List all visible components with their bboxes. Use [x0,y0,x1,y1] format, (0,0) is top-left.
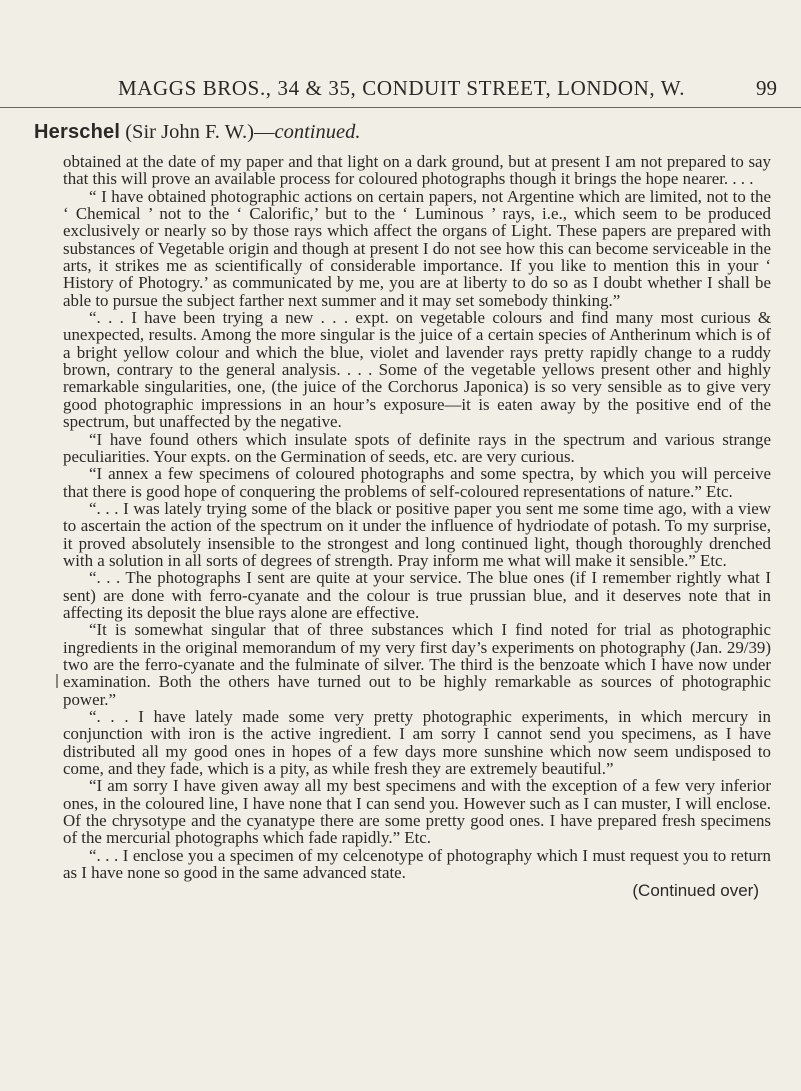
running-header: MAGGS BROS., 34 & 35, CONDUIT STREET, LONDON, W. [118,76,686,100]
paragraph: obtained at the date of my paper and that light on a dark ground, but at present I am not prepared to say that this will prove an available process for coloured photographs though it brings the hope nearer. . . . [63,152,771,189]
paragraph: “. . . I have been trying a new . . . expt. on vegetable colours and find many most curious & unexpected, results. Among the more singular is the juice of a certain species of Antherinum which is of a bright yellow colour and which the blue, violet and lavender rays pretty rapidly change to a ruddy brown, contrary to the general analysis. . . . Some of the vegetable yellows present other and highly remarkable singularities, one, (the juice of the Corchorus Japonica) is so very sensible as to give very good photographic impressions in an hour’s exposure—it is eaten away by the positive end of the spectrum, but unaffected by the negative. [63,308,771,432]
paragraph: “It is somewhat singular that of three substances which I find noted for trial as photographic ingredients in the original memorandum of my very first day’s experiments on photography (Jan. 29/39) two are the ferro-cyanate and the fulminate of silver. The third is the benzoate which I have now under examination. Both the others have turned out to be highly remarkable as sources of photographic power.” [63,620,771,709]
paragraph: “I have found others which insulate spots of definite rays in the spectrum and various strange peculiarities. Your expts. on the Germination of seeds, etc. are very curious. [63,429,771,466]
entry-continued: continued. [274,121,361,143]
paragraph: “. . . I was lately trying some of the black or positive paper you sent me some time ago, with a view to ascertain the action of the spectrum on it under the influence of hydriodate of potash. To my surprise, it proved absolutely insensible to the strongest and long continued light, though thoroughly drenched with a solution in all sorts of degrees of strength. Pray inform me what will make it sensible.” Etc. [63,498,771,570]
entry-subtitle: (Sir John F. W.)— [125,121,275,143]
body-text [63,153,771,900]
paragraph: “. . . The photographs I sent are quite at your service. The blue ones (if I remember rightly what I sent) are done with ferro-cyanate and the colour is true prussian blue, and it deserves note that in affecting its deposit the blue rays alone are effective. [63,568,771,622]
paragraph: “ I have obtained photographic actions on certain papers, not Argentine which are limited, not to the ‘ Chemical ’ not to the ‘ Calorific,’ but to the ‘ Luminous ’ rays, i.e., which seem to be produced exclusively or nearly so by those rays which affect the organs of Light. These papers are prepared with substances of Vegetable origin and though at present I do not see how this can become serviceable in the arts, it strikes me as scientifically of considerable importance. If you like to mention this in your ‘ History of Photogry.’ as communicated by me, you are at liberty to do so as I doubt whether I shall be able to pursue the subject farther next summer and it may set somebody thinking.” [63,186,771,310]
page-number: 99 [756,76,777,100]
margin-mark [56,674,58,688]
header-rule [0,107,801,108]
paragraph: “I am sorry I have given away all my best specimens and with the exception of a few very inferior ones, in the coloured line, I have none that I can send you. However such as I can muster, I will enclose. Of the chrysotype and the cyanatype there are some pretty good ones. I have prepared fresh specimens of the mercurial photographs which fade rapidly.” Etc. [63,776,771,848]
continued-over-label: (Continued over) [632,881,759,901]
paragraph: “I annex a few specimens of coloured photographs and some spectra, by which you will perceive that there is good hope of conquering the problems of self-coloured representations of nature.” Etc. [63,464,771,501]
entry-heading [34,121,360,144]
paragraph: “. . . I enclose you a specimen of my celcenotype of photography which I must request you to return as I have none so good in the same advanced state. [63,845,771,883]
paragraph: “. . . I have lately made some very pretty photographic experiments, in which mercury in conjunction with iron is the active ingredient. I am sorry I cannot send you specimens, as I have distributed all my good ones in hopes of a few days more sunshine which now seem undisposed to come, and they fade, which is a pity, as while fresh they are extremely beautiful.” [63,707,771,779]
entry-name: Herschel [34,121,121,143]
